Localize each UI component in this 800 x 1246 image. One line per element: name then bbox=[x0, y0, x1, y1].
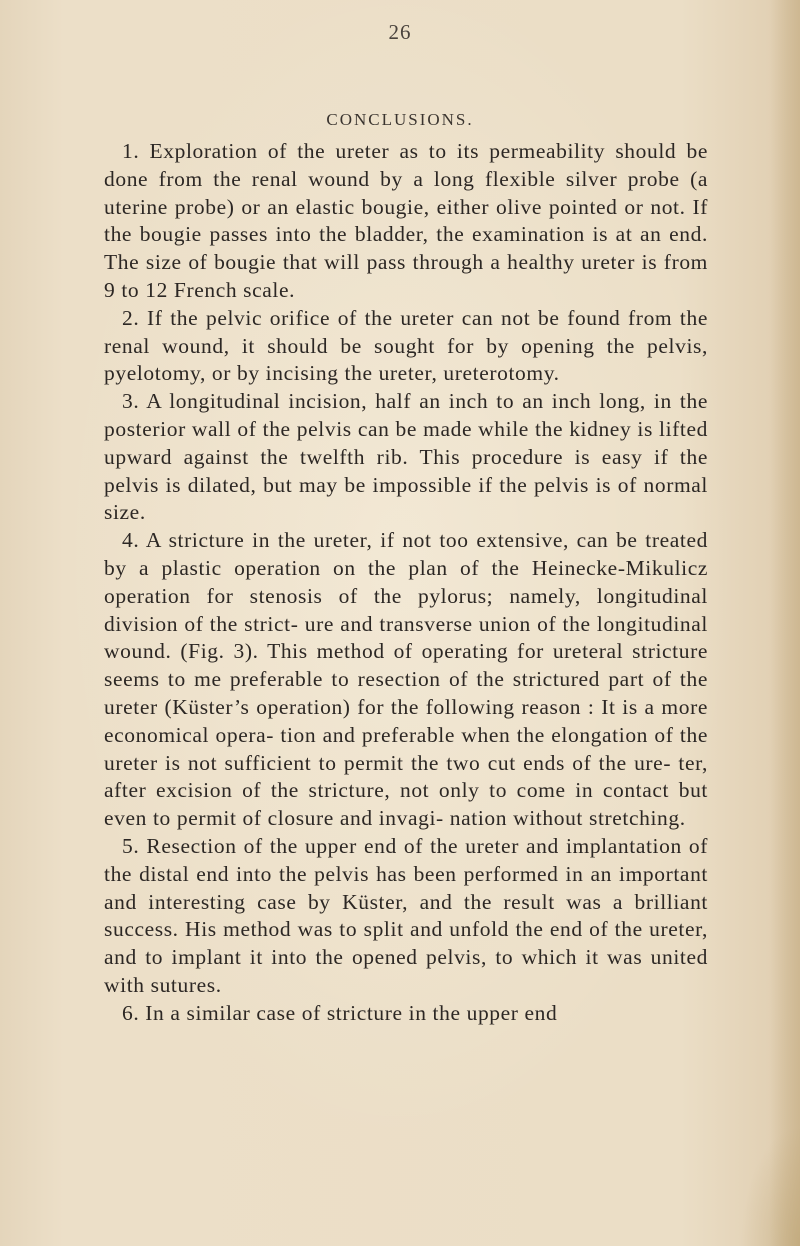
page-edge-shadow bbox=[770, 0, 800, 1246]
paragraph-5: 5. Resection of the upper end of the ureter and implantation of the distal end into the pelvis has been performed in an important and interesting case by Küster, and the result was a brilliant success. His method was to split and unfold the end of the ureter, and to implant it into the opened pelvis, to which it was united with sutures. bbox=[104, 833, 708, 997]
page-number: 26 bbox=[388, 20, 412, 44]
paragraph-1: 1. Exploration of the ureter as to its permeability should be done from the renal wound by a long flexible silver probe (a uterine probe) or an elastic bougie, either olive pointed or not. If the bougie passes into the bladder, the examination is at an end. The size of bougie that will pass through a healthy ureter is from 9 to 12 French scale. bbox=[104, 139, 708, 302]
paragraph-4: 4. A stricture in the ureter, if not too extensive, can be treated by a plastic operation on the plan of the Heinecke-Mikulicz operation for stenosis of the pylorus; namely, longitudinal division of the strict- ure and transverse union of the longitudinal wound. (Fig. 3). This method of operating for ureteral stricture seems to me preferable to resection of the strictured part of the ureter (Küster’s operation) for the following reason : It is a more economical opera- tion and preferable when the elongation of the ureter is not sufficient to permit the two cut ends of the ure- ter, after excision of the stricture, not only to come in contact but even to permit of closure and invagi- nation without stretching. bbox=[104, 528, 708, 831]
section-heading: CONCLUSIONS. bbox=[326, 110, 474, 129]
paragraph-6: 6. In a similar case of stricture in the upper end bbox=[122, 1000, 558, 1025]
body-text bbox=[104, 138, 708, 1028]
page-corner-stain bbox=[740, 1126, 800, 1246]
paragraph-2: 2. If the pelvic orifice of the ureter can not be found from the renal wound, it should be sought for by opening the pelvis, pyelotomy, or by incising the ureter, ureterotomy. bbox=[104, 305, 708, 386]
paragraph-3: 3. A longitudinal incision, half an inch to an inch long, in the posterior wall of the pelvis can be made while the kidney is lifted upward against the twelfth rib. This procedure is easy if the pelvis is dilated, but may be impossible if the pelvis is of normal size. bbox=[104, 389, 708, 525]
